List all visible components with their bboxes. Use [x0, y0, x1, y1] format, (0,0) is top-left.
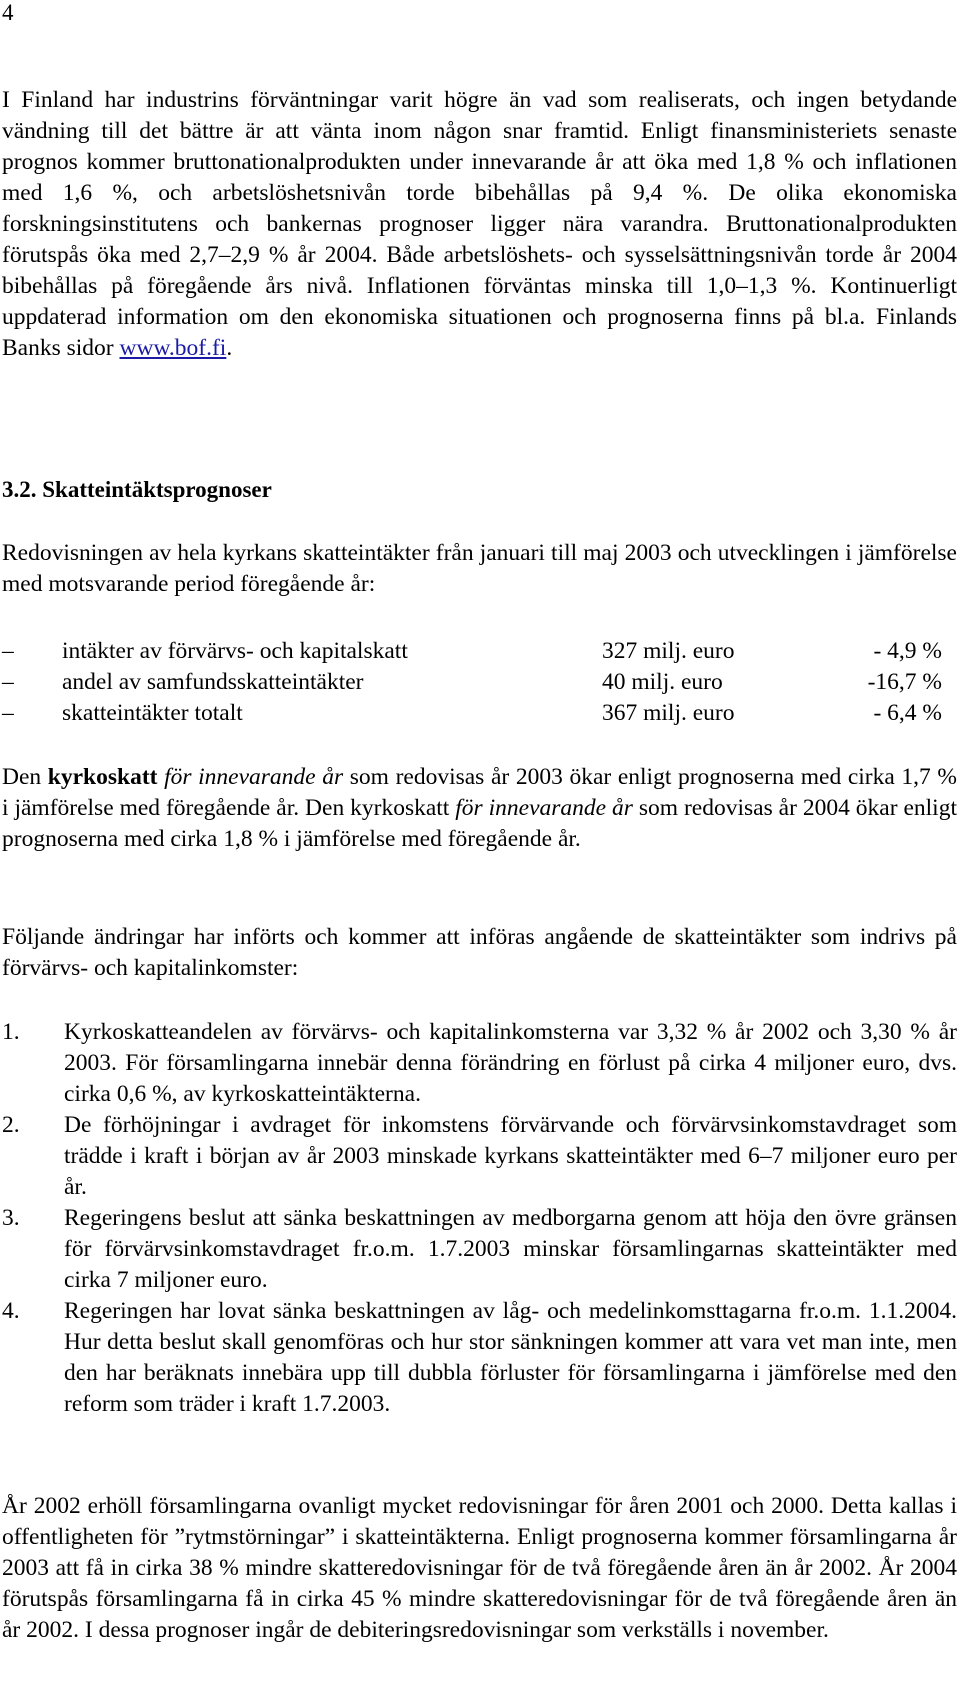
row-label: andel av samfundsskatteintäkter: [62, 669, 364, 695]
final-paragraph: År 2002 erhöll församlingarna ovanligt mycket redovisningar för åren 2001 och 2000. Detta kallas i offentligheten för ”rytmstörningar” i skatteintäkterna. Enligt prognoserna kommer församlingarna år 2003 att få in cirka 38 % mindre skatteredovisningar för de två föregående åren än år 2002. År 2004 förutspås församlingarna få in cirka 45 % mindre skatteredovisningar för de två föregående åren än år 2002. I dessa prognoser ingår de debiteringsredovisningar som verkställs i november.: [2, 1493, 957, 1643]
section-heading: 3.2. Skatteintäktsprognoser: [2, 477, 272, 502]
kyrkoskatt-paragraph: [2, 762, 957, 855]
list-text: Regeringens beslut att sänka beskattningen av medborgarna genom att höja den övre gränsen för förvärvsinkomstavdraget fr.o.m. 1.7.2003 minskar församlingarnas skatteintäkter med cirka 7 miljoner euro.: [64, 1205, 957, 1293]
list-number: 4.: [2, 1298, 20, 1324]
kyrkoskatt-term: kyrkoskatt: [47, 764, 158, 790]
redovisning-paragraph: Redovisningen av hela kyrkans skatteintäkter från januari till maj 2003 och utvecklingen i jämförelse med motsvarande period föregående år:: [2, 540, 957, 597]
list-item: [2, 1017, 957, 1110]
text-run: Den: [2, 764, 48, 790]
changes-list: [2, 1017, 957, 1420]
list-item: [2, 1296, 957, 1420]
table-row: [2, 667, 957, 698]
row-dash: –: [2, 638, 14, 664]
row-amount: 327 milj. euro: [602, 638, 735, 664]
row-dash: –: [2, 669, 14, 695]
row-label: intäkter av förvärvs- och kapitalskatt: [62, 638, 408, 664]
list-item: [2, 1110, 957, 1203]
list-item: [2, 1203, 957, 1296]
list-text: Kyrkoskatteandelen av förvärvs- och kapitalinkomsterna var 3,32 % år 2002 och 3,30 % år 2003. För församlingarna innebär denna förändring en förlust på cirka 4 miljoner euro, dvs. cirka 0,6 %, av kyrkoskatteintäkterna.: [64, 1019, 957, 1107]
changes-intro-paragraph: Följande ändringar har införts och kommer att införas angående de skatteintäkter som indrivs på förvärvs- och kapitalinkomster:: [2, 924, 957, 981]
list-number: 3.: [2, 1205, 20, 1231]
list-number: 2.: [2, 1112, 20, 1138]
list-text: Regeringen har lovat sänka beskattningen av låg- och medelinkomsttagarna fr.o.m. 1.1.2004. Hur detta beslut skall genomföras och hur stor sänkningen kommer att vara vet man inte, men den har beräknats innebära upp till dubbla förluster för församlingarna i jämförelse med den reform som träder i kraft 1.7.2003.: [64, 1298, 957, 1417]
bof-link[interactable]: www.bof.fi: [119, 335, 227, 361]
emphasis: för innevarande år: [455, 795, 633, 821]
intro-paragraph: [2, 85, 957, 364]
row-dash: –: [2, 700, 14, 726]
row-change: - 4,9 %: [873, 638, 942, 664]
intro-text: I Finland har industrins förväntningar varit högre än vad som realiserats, och ingen betydande vändning till det bättre är att vänta inom någon snar framtid. Enligt finansministeriets senaste prognos kommer bruttonationalprodukten under innevarande år att öka med 1,8 % och inflationen med 1,6 %, och arbetslöshetsnivån torde bibehållas på 9,4 %. De olika ekonomiska forskningsinstitutens och bankernas prognoser ligger nära varandra. Bruttonationalprodukten förutspås öka med 2,7–2,9 % år 2004. Både arbetslöshets- och sysselsättningsnivån torde år 2004 bibehållas på föregående års nivå. Inflationen förväntas minska till 1,0–1,3 %. Kontinuerligt uppdaterad information om den ekonomiska situationen och prognoserna finns på bl.a. Finlands Banks sidor: [2, 87, 957, 361]
row-amount: 40 milj. euro: [602, 669, 723, 695]
row-change: - 6,4 %: [873, 700, 942, 726]
row-change: -16,7 %: [867, 669, 942, 695]
page-number: 4: [2, 0, 14, 25]
list-text: De förhöjningar i avdraget för inkomstens förvärvande och förvärvsinkomstavdraget som trädde i kraft i början av år 2003 minskade kyrkans skatteintäkter med 6–7 miljoner euro per år.: [64, 1112, 957, 1200]
tax-revenue-table: [2, 636, 957, 729]
table-row: [2, 698, 957, 729]
row-amount: 367 milj. euro: [602, 700, 735, 726]
text-run: som redovisas år 2003 ökar enligt prognoserna med cirka 1,7 % i jämförelse med föregående år. Den kyrkoskatt: [2, 764, 957, 821]
text-run: som redovisas år 2004 ökar enligt prognoserna med cirka 1,8 % i jämförelse med föregående år.: [2, 795, 957, 852]
emphasis: för innevarande år: [164, 764, 344, 790]
list-number: 1.: [2, 1019, 20, 1045]
table-row: [2, 636, 957, 667]
row-label: skatteintäkter totalt: [62, 700, 243, 726]
intro-end: .: [226, 335, 233, 361]
